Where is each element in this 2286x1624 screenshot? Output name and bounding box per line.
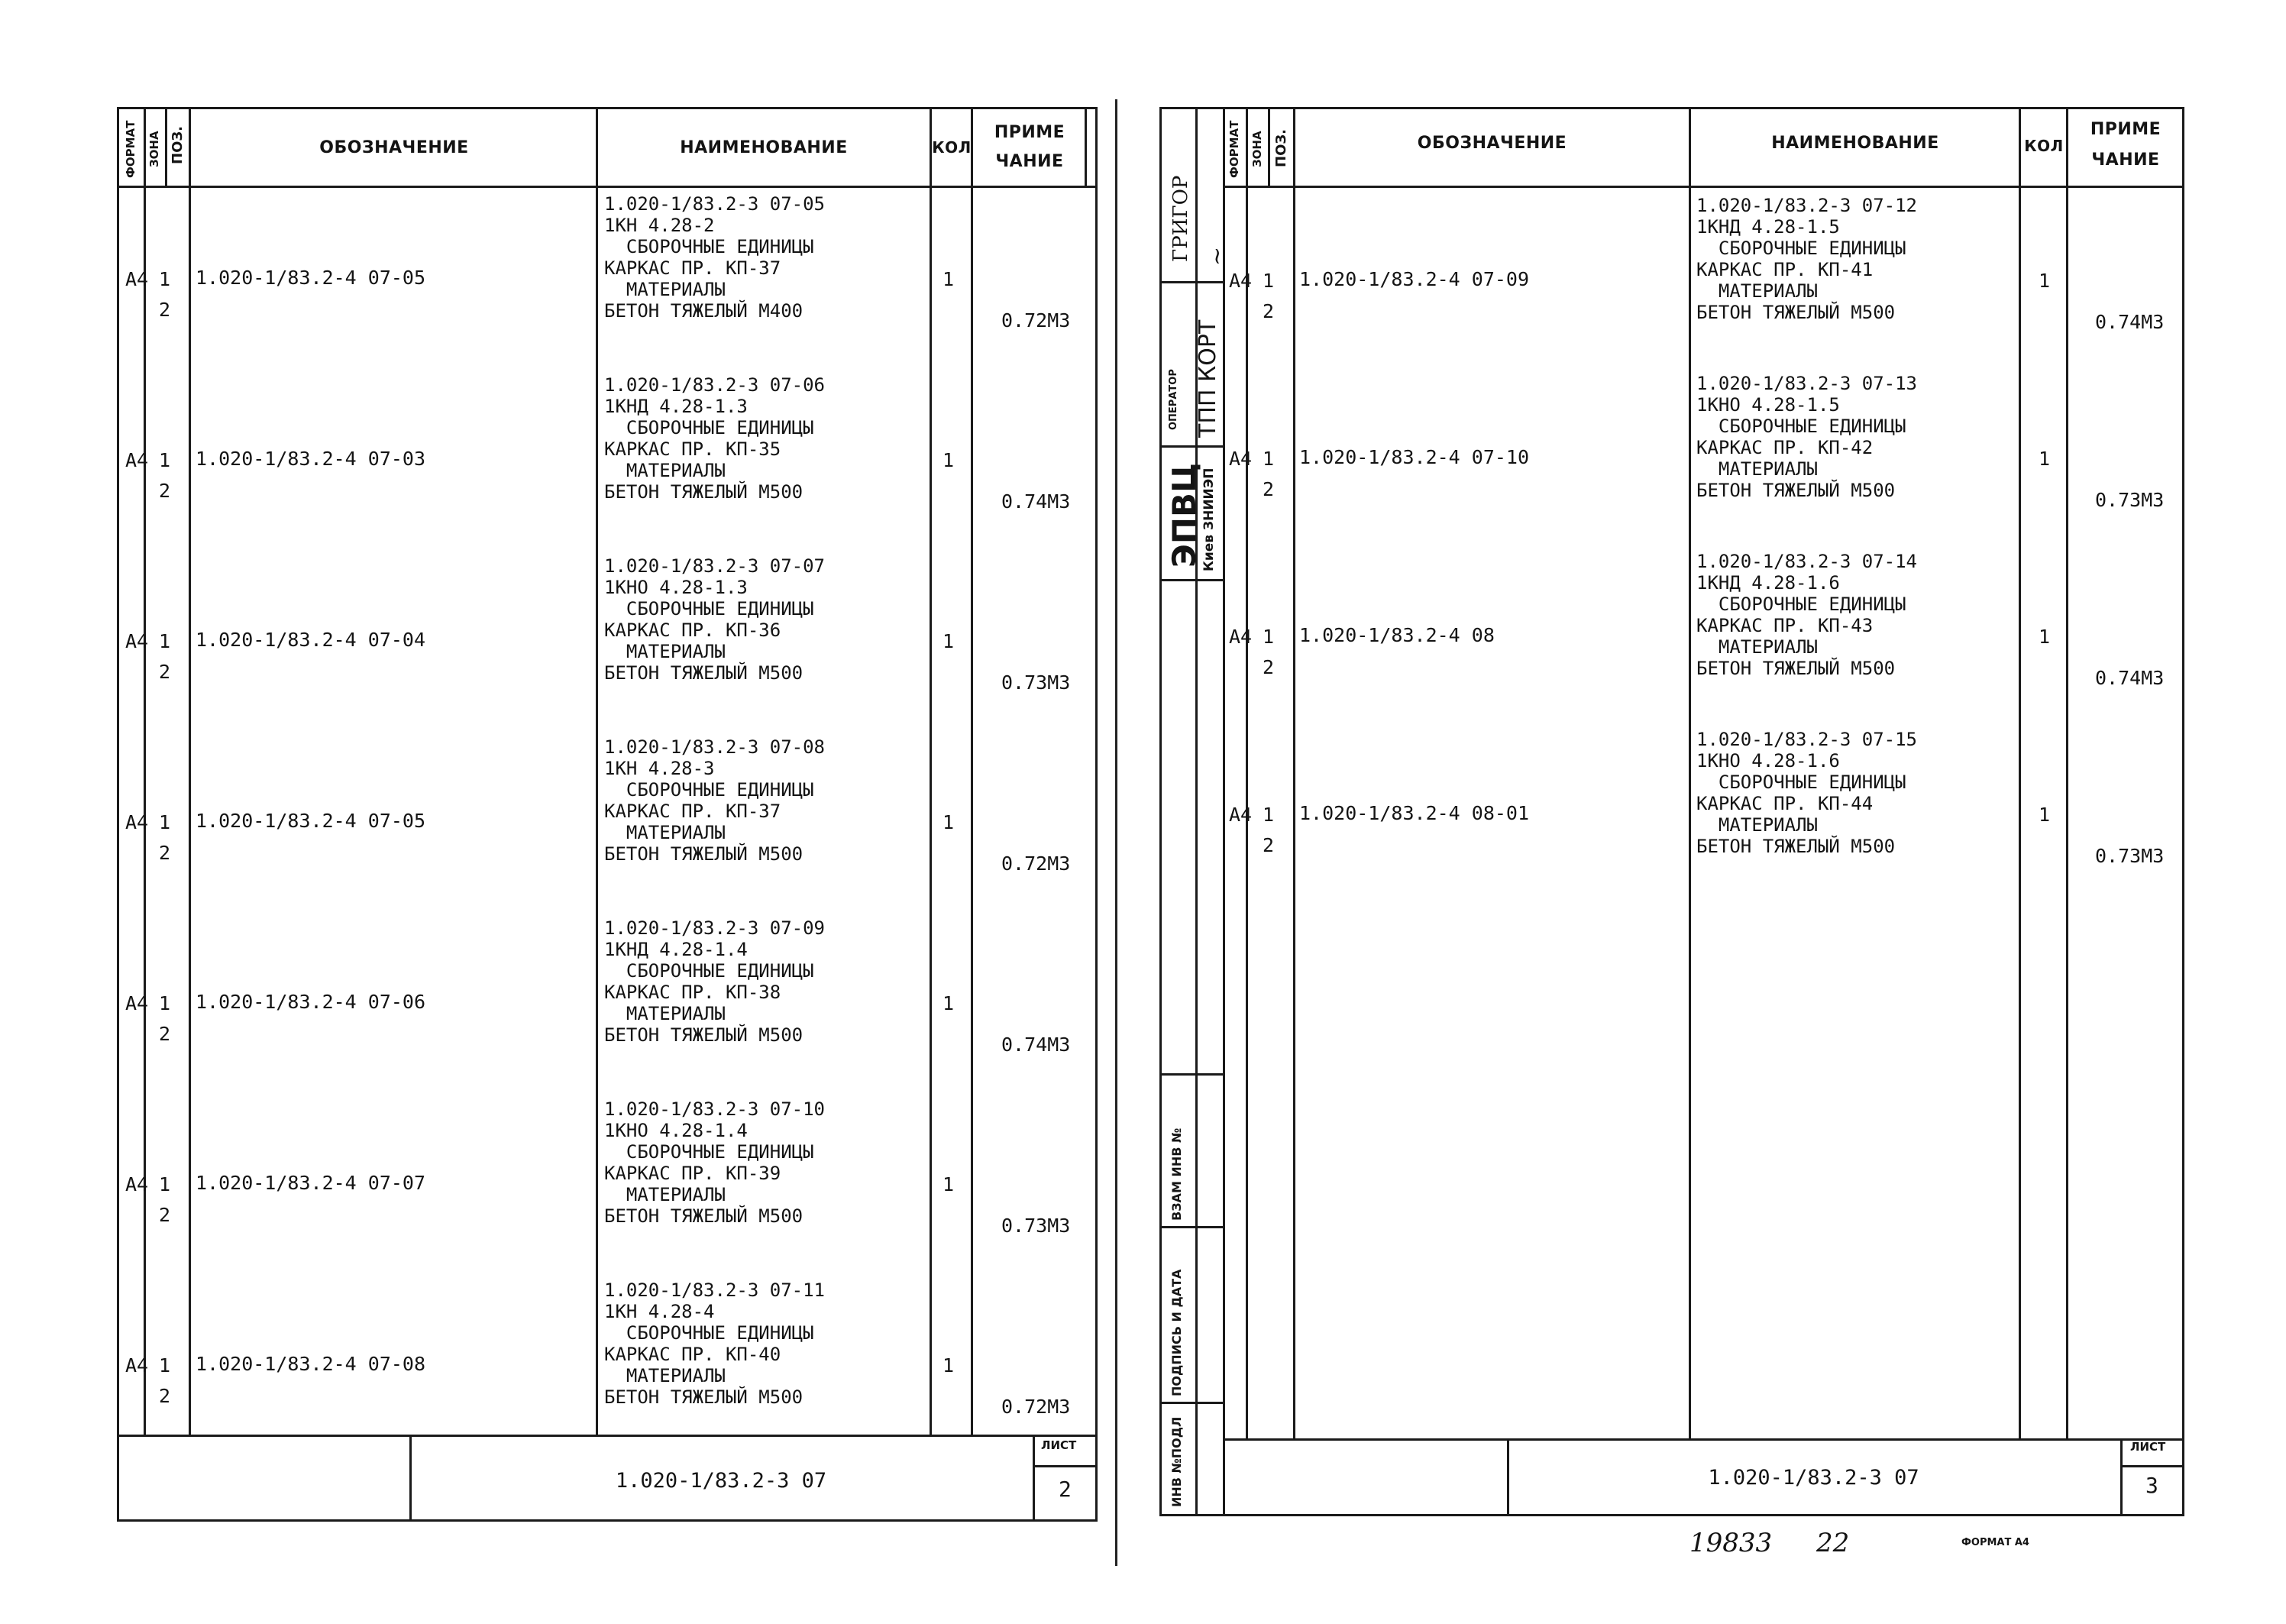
row-poz-2: 2 bbox=[159, 480, 171, 502]
row-naim-line: КАРКАС ПР. КП-37 bbox=[604, 257, 781, 279]
row-naim-line: МАТЕРИАЛЫ bbox=[604, 1184, 726, 1205]
row-naim-line: МАТЕРИАЛЫ bbox=[1696, 280, 1818, 302]
row-format: А4 bbox=[1229, 804, 1253, 826]
format-label: ФОРМАТ А4 bbox=[1961, 1537, 2029, 1548]
row-naim-line: МАТЕРИАЛЫ bbox=[604, 1003, 726, 1024]
row-naim-line: 1.020-1/83.2-3 07-11 bbox=[604, 1279, 825, 1301]
row-naim-line: 1КНО 4.28-1.3 bbox=[604, 577, 748, 598]
row-naim-line: 1КНД 4.28-1.6 bbox=[1696, 572, 1840, 594]
row-naim-line: 1КНО 4.28-1.4 bbox=[604, 1120, 748, 1141]
side-podpis: ПОДПИСЬ И ДАТА bbox=[1169, 1269, 1184, 1396]
archive-number: 19833 bbox=[1689, 1528, 1773, 1558]
row-poz-1: 1 bbox=[1263, 626, 1275, 648]
header-zone: ЗОНА bbox=[147, 131, 161, 167]
row-poz-2: 2 bbox=[159, 299, 171, 321]
row-prim: 0.72М3 bbox=[1001, 852, 1071, 875]
row-poz-2: 2 bbox=[1263, 834, 1275, 856]
row-naim-line: 1.020-1/83.2-3 07-05 bbox=[604, 193, 825, 215]
right-doc-code: 1.020-1/83.2-3 07 bbox=[1708, 1466, 1919, 1490]
row-naim-line: 1.020-1/83.2-3 07-07 bbox=[604, 555, 825, 577]
row-naim-line: МАТЕРИАЛЫ bbox=[1696, 636, 1818, 658]
row-naim-line: СБОРОЧНЫЕ ЕДИНИЦЫ bbox=[604, 1322, 814, 1344]
row-naim-line: КАРКАС ПР. КП-35 bbox=[604, 438, 781, 460]
row-naim-line: СБОРОЧНЫЕ ЕДИНИЦЫ bbox=[1696, 416, 1906, 437]
side-inv-podl: ИНВ №ПОДЛ bbox=[1169, 1416, 1184, 1507]
row-oboz: 1.020-1/83.2-4 07-05 bbox=[196, 810, 426, 832]
row-oboz: 1.020-1/83.2-4 07-05 bbox=[196, 267, 426, 289]
row-poz-2: 2 bbox=[159, 661, 171, 683]
row-prim: 0.74М3 bbox=[2095, 667, 2165, 689]
row-format: А4 bbox=[125, 630, 149, 652]
right-list-label: ЛИСТ bbox=[2130, 1440, 2166, 1454]
row-poz-2: 2 bbox=[1263, 300, 1275, 322]
row-format: А4 bbox=[1229, 270, 1253, 292]
row-oboz: 1.020-1/83.2-4 08-01 bbox=[1299, 802, 1530, 824]
row-oboz: 1.020-1/83.2-4 07-03 bbox=[196, 448, 426, 470]
row-oboz: 1.020-1/83.2-4 07-08 bbox=[196, 1353, 426, 1375]
row-naim-line: СБОРОЧНЫЕ ЕДИНИЦЫ bbox=[1696, 238, 1906, 259]
header-naim-right: НАИМЕНОВАНИЕ bbox=[1771, 134, 1939, 153]
row-naim-line: БЕТОН ТЯЖЕЛЫЙ М500 bbox=[604, 1024, 803, 1046]
row-naim-line: СБОРОЧНЫЕ ЕДИНИЦЫ bbox=[604, 598, 814, 620]
row-kol: 1 bbox=[943, 630, 955, 652]
row-poz-1: 1 bbox=[159, 1173, 171, 1195]
row-poz-1: 1 bbox=[159, 811, 171, 833]
row-naim-line: СБОРОЧНЫЕ ЕДИНИЦЫ bbox=[604, 1141, 814, 1163]
row-naim-line: БЕТОН ТЯЖЕЛЫЙ М500 bbox=[604, 843, 803, 865]
row-poz-2: 2 bbox=[159, 1023, 171, 1045]
row-poz-2: 2 bbox=[1263, 478, 1275, 500]
row-prim: 0.72М3 bbox=[1001, 309, 1071, 332]
header-prim-right-2: ЧАНИЕ bbox=[2091, 150, 2160, 170]
row-poz-2: 2 bbox=[159, 1204, 171, 1226]
row-naim-line: БЕТОН ТЯЖЕЛЫЙ М500 bbox=[1696, 658, 1896, 679]
row-format: А4 bbox=[1229, 448, 1253, 470]
row-naim-line: СБОРОЧНЫЕ ЕДИНИЦЫ bbox=[604, 779, 814, 801]
row-naim-line: СБОРОЧНЫЕ ЕДИНИЦЫ bbox=[1696, 594, 1906, 615]
row-poz-1: 1 bbox=[159, 449, 171, 471]
row-naim-line: 1КНД 4.28-1.5 bbox=[1696, 216, 1840, 238]
row-naim-line: МАТЕРИАЛЫ bbox=[604, 822, 726, 843]
row-prim: 0.72М3 bbox=[1001, 1396, 1071, 1418]
row-naim-line: КАРКАС ПР. КП-42 bbox=[1696, 437, 1874, 458]
row-naim-line: 1КНО 4.28-1.5 bbox=[1696, 394, 1840, 416]
row-poz-1: 1 bbox=[159, 268, 171, 290]
header-prim-2: ЧАНИЕ bbox=[995, 152, 1064, 171]
row-prim: 0.74М3 bbox=[2095, 311, 2165, 333]
row-naim-line: БЕТОН ТЯЖЕЛЫЙ М400 bbox=[604, 300, 803, 322]
row-naim-line: МАТЕРИАЛЫ bbox=[604, 1365, 726, 1386]
row-naim-line: 1КНД 4.28-1.3 bbox=[604, 396, 748, 417]
row-poz-2: 2 bbox=[159, 1385, 171, 1407]
row-naim-line: 1.020-1/83.2-3 07-12 bbox=[1696, 195, 1917, 216]
row-prim: 0.73М3 bbox=[1001, 1215, 1071, 1237]
row-format: А4 bbox=[125, 992, 149, 1014]
header-oboz-right: ОБОЗНАЧЕНИЕ bbox=[1417, 134, 1567, 153]
row-naim-line: СБОРОЧНЫЕ ЕДИНИЦЫ bbox=[604, 960, 814, 982]
row-kol: 1 bbox=[2039, 270, 2051, 292]
row-poz-1: 1 bbox=[1263, 804, 1275, 826]
row-naim-line: СБОРОЧНЫЕ ЕДИНИЦЫ bbox=[604, 417, 814, 438]
row-naim-line: 1.020-1/83.2-3 07-09 bbox=[604, 917, 825, 939]
right-sheet bbox=[1159, 107, 2184, 1516]
left-doc-code: 1.020-1/83.2-3 07 bbox=[615, 1469, 827, 1493]
row-naim-line: 1.020-1/83.2-3 07-13 bbox=[1696, 373, 1917, 394]
row-prim: 0.73М3 bbox=[2095, 489, 2165, 511]
row-prim: 0.74М3 bbox=[1001, 490, 1071, 513]
row-poz-1: 1 bbox=[1263, 448, 1275, 470]
row-naim-line: КАРКАС ПР. КП-39 bbox=[604, 1163, 781, 1184]
row-naim-line: МАТЕРИАЛЫ bbox=[1696, 814, 1818, 836]
row-naim-line: КАРКАС ПР. КП-41 bbox=[1696, 259, 1874, 280]
header-prim-right-1: ПРИМЕ bbox=[2090, 120, 2162, 139]
row-naim-line: БЕТОН ТЯЖЕЛЫЙ М500 bbox=[604, 1205, 803, 1227]
row-kol: 1 bbox=[943, 811, 955, 833]
row-kol: 1 bbox=[943, 992, 955, 1014]
row-naim-line: СБОРОЧНЫЕ ЕДИНИЦЫ bbox=[1696, 772, 1906, 793]
row-naim-line: МАТЕРИАЛЫ bbox=[604, 641, 726, 662]
operator-name: ТПП КОРТ bbox=[1195, 319, 1221, 438]
row-naim-line: КАРКАС ПР. КП-43 bbox=[1696, 615, 1874, 636]
header-prim-1: ПРИМЕ bbox=[994, 123, 1065, 142]
row-format: А4 bbox=[125, 811, 149, 833]
header-oboz: ОБОЗНАЧЕНИЕ bbox=[319, 138, 469, 157]
row-naim-line: БЕТОН ТЯЖЕЛЫЙ М500 bbox=[604, 481, 803, 503]
row-naim-line: 1.020-1/83.2-3 07-06 bbox=[604, 374, 825, 396]
row-kol: 1 bbox=[943, 268, 955, 290]
row-kol: 1 bbox=[943, 449, 955, 471]
row-naim-line: КАРКАС ПР. КП-37 bbox=[604, 801, 781, 822]
header-format-right: ФОРМАТ bbox=[1227, 120, 1241, 178]
stamp-main: ЭПВЦ bbox=[1166, 463, 1203, 568]
row-oboz: 1.020-1/83.2-4 07-04 bbox=[196, 629, 426, 651]
row-naim-line: БЕТОН ТЯЖЕЛЫЙ М500 bbox=[604, 1386, 803, 1408]
row-oboz: 1.020-1/83.2-4 07-09 bbox=[1299, 268, 1530, 290]
side-vzam: ВЗАМ ИНВ № bbox=[1169, 1127, 1184, 1221]
row-prim: 0.74М3 bbox=[1001, 1034, 1071, 1056]
stamp-city: Киев ЗНИИЭП bbox=[1201, 467, 1217, 571]
header-format: ФОРМАТ bbox=[124, 120, 137, 178]
row-naim-line: 1КНО 4.28-1.6 bbox=[1696, 750, 1840, 772]
header-kol: КОЛ bbox=[932, 138, 972, 157]
row-poz-2: 2 bbox=[159, 842, 171, 864]
row-naim-line: КАРКАС ПР. КП-44 bbox=[1696, 793, 1874, 814]
row-oboz: 1.020-1/83.2-4 08 bbox=[1299, 624, 1495, 646]
row-poz-1: 1 bbox=[159, 630, 171, 652]
row-kol: 1 bbox=[2039, 448, 2051, 470]
signature: ~ bbox=[1204, 246, 1230, 266]
row-naim-line: КАРКАС ПР. КП-38 bbox=[604, 982, 781, 1003]
row-naim-line: КАРКАС ПР. КП-36 bbox=[604, 620, 781, 641]
row-poz-1: 1 bbox=[159, 1354, 171, 1377]
row-naim-line: КАРКАС ПР. КП-40 bbox=[604, 1344, 781, 1365]
row-naim-line: 1КН 4.28-4 bbox=[604, 1301, 715, 1322]
row-naim-line: БЕТОН ТЯЖЕЛЫЙ М500 bbox=[1696, 836, 1896, 857]
left-list-label: ЛИСТ bbox=[1041, 1438, 1077, 1452]
page-divider bbox=[1115, 99, 1117, 1566]
archive-sheet: 22 bbox=[1816, 1528, 1850, 1558]
row-naim-line: МАТЕРИАЛЫ bbox=[604, 460, 726, 481]
header-zone-right: ЗОНА bbox=[1250, 131, 1264, 167]
header-kol-right: КОЛ bbox=[2024, 137, 2064, 155]
row-naim-line: МАТЕРИАЛЫ bbox=[604, 279, 726, 300]
row-poz-1: 1 bbox=[1263, 270, 1275, 292]
row-poz-2: 2 bbox=[1263, 656, 1275, 678]
row-naim-line: 1.020-1/83.2-3 07-10 bbox=[604, 1098, 825, 1120]
header-pos: ПОЗ. bbox=[170, 126, 186, 164]
row-naim-line: БЕТОН ТЯЖЕЛЫЙ М500 bbox=[1696, 302, 1896, 323]
header-naim: НАИМЕНОВАНИЕ bbox=[680, 138, 848, 157]
header-pos-right: ПОЗ. bbox=[1273, 129, 1289, 167]
row-oboz: 1.020-1/83.2-4 07-06 bbox=[196, 991, 426, 1013]
row-naim-line: БЕТОН ТЯЖЕЛЫЙ М500 bbox=[1696, 480, 1896, 501]
row-naim-line: СБОРОЧНЫЕ ЕДИНИЦЫ bbox=[604, 236, 814, 257]
row-naim-line: МАТЕРИАЛЫ bbox=[1696, 458, 1818, 480]
row-naim-line: 1.020-1/83.2-3 07-14 bbox=[1696, 551, 1917, 572]
row-naim-line: 1.020-1/83.2-3 07-15 bbox=[1696, 729, 1917, 750]
row-oboz: 1.020-1/83.2-4 07-07 bbox=[196, 1172, 426, 1194]
row-naim-line: 1КН 4.28-2 bbox=[604, 215, 715, 236]
row-format: А4 bbox=[125, 1354, 149, 1377]
row-kol: 1 bbox=[2039, 804, 2051, 826]
row-oboz: 1.020-1/83.2-4 07-10 bbox=[1299, 446, 1530, 468]
row-format: А4 bbox=[1229, 626, 1253, 648]
row-naim-line: 1.020-1/83.2-3 07-08 bbox=[604, 736, 825, 758]
left-sheet bbox=[117, 107, 1098, 1522]
row-format: А4 bbox=[125, 268, 149, 290]
signer-name: ГРИГОР bbox=[1169, 175, 1192, 262]
row-prim: 0.73М3 bbox=[2095, 845, 2165, 867]
right-list-number: 3 bbox=[2145, 1473, 2158, 1498]
row-poz-1: 1 bbox=[159, 992, 171, 1014]
row-prim: 0.73М3 bbox=[1001, 671, 1071, 694]
row-format: А4 bbox=[125, 449, 149, 471]
operator-label: ОПЕРАТОР bbox=[1168, 369, 1179, 430]
row-naim-line: 1КНД 4.28-1.4 bbox=[604, 939, 748, 960]
row-naim-line: БЕТОН ТЯЖЕЛЫЙ М500 bbox=[604, 662, 803, 684]
row-naim-line: 1КН 4.28-3 bbox=[604, 758, 715, 779]
row-kol: 1 bbox=[943, 1173, 955, 1195]
left-list-number: 2 bbox=[1059, 1477, 1072, 1502]
row-kol: 1 bbox=[2039, 626, 2051, 648]
row-kol: 1 bbox=[943, 1354, 955, 1377]
row-format: А4 bbox=[125, 1173, 149, 1195]
